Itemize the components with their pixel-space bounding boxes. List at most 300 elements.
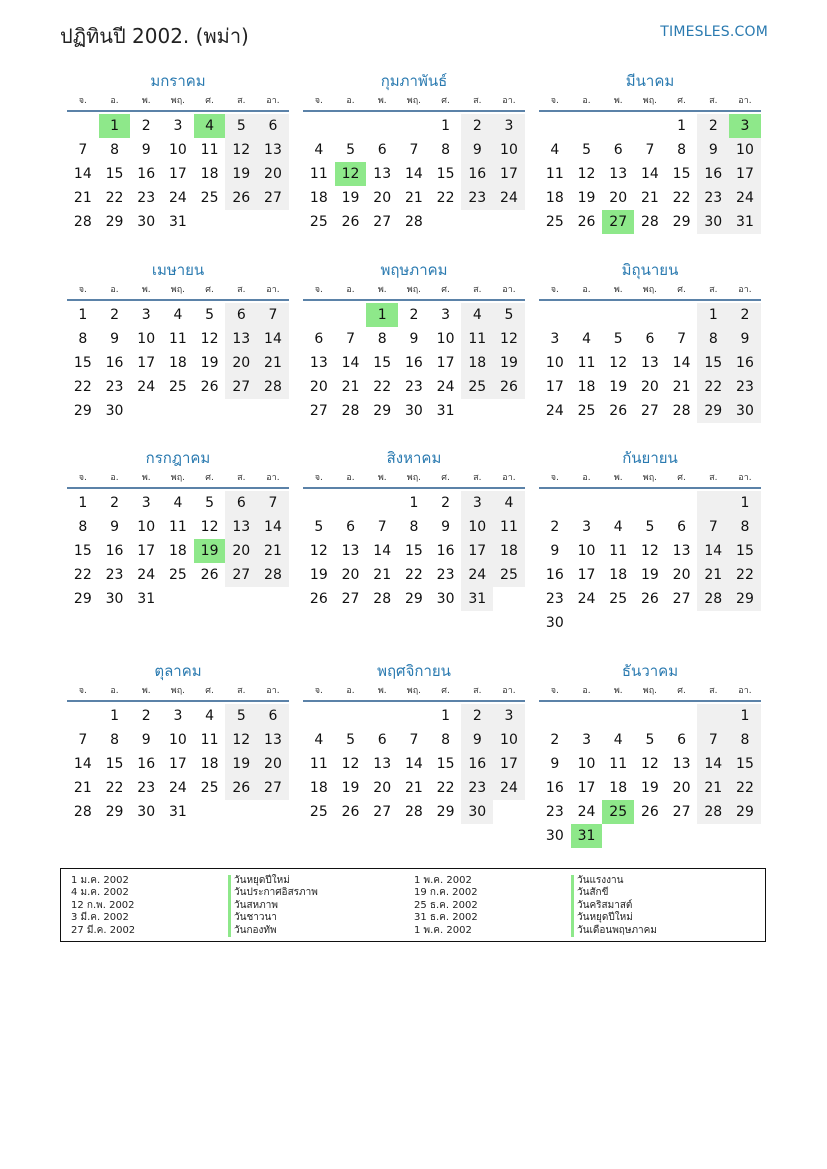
day-cell: 27 <box>602 210 634 234</box>
day-cell: 8 <box>729 515 761 539</box>
day-cell: 11 <box>309 756 328 772</box>
weekday-label: อา. <box>266 686 280 696</box>
day-cell: 15 <box>73 355 92 371</box>
day-cell: 5 <box>225 114 257 138</box>
day-cell: 2 <box>409 307 419 323</box>
empty-cell <box>303 303 335 327</box>
day-cell: 24 <box>577 804 596 820</box>
day-cell: 27 <box>341 591 360 607</box>
day-cell: 16 <box>545 780 564 796</box>
day-cell: 1 <box>697 303 729 327</box>
day-cell: 27 <box>640 403 659 419</box>
day-cell: 26 <box>200 567 219 583</box>
month-name: พฤศจิกายน <box>377 662 451 680</box>
day-cell: 1 <box>729 491 761 515</box>
day-cell: 11 <box>309 166 328 182</box>
day-cell: 28 <box>404 804 423 820</box>
day-cell: 27 <box>373 214 392 230</box>
empty-cell <box>571 303 603 327</box>
day-cell: 13 <box>257 728 289 752</box>
day-cell: 15 <box>373 355 392 371</box>
day-grid <box>67 704 289 824</box>
day-cell: 16 <box>436 543 455 559</box>
day-cell: 7 <box>409 142 419 158</box>
day-grid <box>539 704 761 848</box>
day-cell: 6 <box>677 732 687 748</box>
day-cell: 22 <box>729 563 761 587</box>
empty-cell <box>194 800 226 824</box>
weekday-label: พ. <box>613 96 623 106</box>
day-cell: 14 <box>404 756 423 772</box>
day-cell: 17 <box>577 567 596 583</box>
day-cell: 8 <box>110 732 119 748</box>
day-grid <box>539 491 761 635</box>
day-cell: 7 <box>346 331 355 347</box>
weekday-label: พ. <box>141 473 151 483</box>
day-cell: 24 <box>729 186 761 210</box>
day-cell: 17 <box>577 780 596 796</box>
day-cell: 29 <box>729 800 761 824</box>
day-cell: 5 <box>346 142 355 158</box>
day-cell: 14 <box>341 355 360 371</box>
empty-cell <box>666 491 698 515</box>
day-cell: 8 <box>441 732 451 748</box>
empty-cell <box>225 800 257 824</box>
weekday-label: พฤ. <box>170 96 186 106</box>
day-cell: 20 <box>373 190 392 206</box>
day-grid <box>539 114 761 234</box>
holiday-date: 1 พ.ค. 2002 <box>414 924 472 936</box>
holiday-date: 31 ธ.ค. 2002 <box>414 912 478 924</box>
day-cell: 18 <box>200 166 219 182</box>
empty-cell <box>303 491 335 515</box>
day-cell: 16 <box>461 752 493 776</box>
weekday-label: อ. <box>346 473 355 483</box>
day-cell: 31 <box>137 591 156 607</box>
day-cell: 25 <box>545 214 564 230</box>
day-cell: 29 <box>73 591 92 607</box>
day-cell: 12 <box>609 355 628 371</box>
weekday-label: ศ. <box>441 285 450 295</box>
day-cell: 24 <box>493 186 525 210</box>
month-name: กุมภาพันธ์ <box>380 72 448 90</box>
day-cell: 19 <box>194 539 226 563</box>
day-cell: 22 <box>105 190 124 206</box>
weekday-label: ส. <box>237 686 246 696</box>
month-name: สิงหาคม <box>386 449 442 467</box>
day-cell: 2 <box>729 303 761 327</box>
weekday-label: อา. <box>502 285 516 295</box>
day-cell: 3 <box>173 708 183 724</box>
day-grid <box>303 491 525 611</box>
month-block <box>67 447 289 611</box>
empty-cell <box>697 824 729 848</box>
weekday-label: ส. <box>237 285 246 295</box>
day-cell: 28 <box>640 214 659 230</box>
day-cell: 2 <box>441 495 451 511</box>
weekday-label: ศ. <box>441 686 450 696</box>
day-cell: 29 <box>436 804 455 820</box>
day-cell: 9 <box>729 327 761 351</box>
holiday-date: 1 ม.ค. 2002 <box>71 875 129 886</box>
day-grid <box>539 303 761 423</box>
day-cell: 21 <box>373 567 392 583</box>
day-cell: 9 <box>461 138 493 162</box>
empty-cell <box>335 704 367 728</box>
empty-cell <box>303 704 335 728</box>
weekday-label: พ. <box>141 285 151 295</box>
month-name: มกราคม <box>150 72 206 90</box>
day-cell: 10 <box>577 756 596 772</box>
day-cell: 12 <box>341 756 360 772</box>
day-cell: 2 <box>550 519 560 535</box>
empty-cell <box>67 704 99 728</box>
holiday-name: วันประกาศอิสรภาพ <box>228 887 318 899</box>
holiday-date: 1 พ.ค. 2002 <box>414 875 472 886</box>
brand-link[interactable]: TIMESLES.COM <box>660 24 768 40</box>
empty-cell <box>194 399 226 423</box>
day-cell: 21 <box>640 190 659 206</box>
weekday-label: ศ. <box>441 96 450 106</box>
weekday-label: พฤ. <box>642 686 658 696</box>
day-cell: 18 <box>168 543 187 559</box>
weekday-label: พฤ. <box>170 473 186 483</box>
day-cell: 2 <box>550 732 560 748</box>
day-cell: 9 <box>141 142 151 158</box>
holiday-name: วันแรงงาน <box>571 875 657 887</box>
weekday-label: จ. <box>78 285 87 295</box>
holiday-names-column-2 <box>571 875 657 937</box>
day-cell: 25 <box>168 379 187 395</box>
day-cell: 12 <box>200 331 219 347</box>
day-cell: 23 <box>729 375 761 399</box>
month-block <box>303 70 525 234</box>
day-cell: 18 <box>309 190 328 206</box>
day-cell: 7 <box>697 515 729 539</box>
month-block <box>303 660 525 824</box>
day-cell: 13 <box>225 327 257 351</box>
empty-cell <box>539 303 571 327</box>
empty-cell <box>666 704 698 728</box>
weekday-label: อ. <box>110 686 119 696</box>
day-cell: 20 <box>672 780 691 796</box>
day-cell: 9 <box>409 331 419 347</box>
weekday-label: ศ. <box>205 473 214 483</box>
day-cell: 3 <box>173 118 183 134</box>
empty-cell <box>366 491 398 515</box>
day-cell: 31 <box>436 403 455 419</box>
day-cell: 8 <box>377 331 387 347</box>
empty-cell <box>729 611 761 635</box>
weekday-label: จ. <box>314 473 323 483</box>
month-block <box>303 447 525 611</box>
weekday-label: ศ. <box>677 473 686 483</box>
weekday-label: ศ. <box>441 473 450 483</box>
day-cell: 11 <box>168 519 187 535</box>
month-block <box>539 447 761 635</box>
day-cell: 9 <box>550 543 560 559</box>
day-cell: 28 <box>697 587 729 611</box>
day-cell: 30 <box>436 591 455 607</box>
weekday-label: ส. <box>473 96 482 106</box>
day-cell: 8 <box>409 519 419 535</box>
day-cell: 2 <box>141 708 151 724</box>
day-cell: 13 <box>609 166 628 182</box>
day-cell: 26 <box>200 379 219 395</box>
day-cell: 19 <box>309 567 328 583</box>
day-cell: 2 <box>697 114 729 138</box>
day-cell: 26 <box>640 804 659 820</box>
empty-cell <box>697 491 729 515</box>
day-cell: 11 <box>200 142 219 158</box>
day-cell: 30 <box>545 828 564 844</box>
weekday-header <box>67 469 289 489</box>
day-cell: 11 <box>609 756 628 772</box>
weekday-label: พ. <box>377 96 387 106</box>
day-cell: 19 <box>225 162 257 186</box>
day-cell: 23 <box>137 780 156 796</box>
day-cell: 28 <box>341 403 360 419</box>
day-cell: 3 <box>493 704 525 728</box>
day-cell: 22 <box>436 780 455 796</box>
empty-cell <box>602 114 634 138</box>
day-cell: 24 <box>545 403 564 419</box>
weekday-label: พฤ. <box>406 285 422 295</box>
day-cell: 28 <box>404 214 423 230</box>
day-cell: 3 <box>493 114 525 138</box>
month-block <box>539 259 761 423</box>
day-cell: 20 <box>672 567 691 583</box>
day-cell: 4 <box>173 495 183 511</box>
day-cell: 28 <box>257 375 289 399</box>
empty-cell <box>602 303 634 327</box>
day-cell: 3 <box>141 307 151 323</box>
day-cell: 10 <box>545 355 564 371</box>
day-cell: 24 <box>461 563 493 587</box>
day-cell: 19 <box>200 355 219 371</box>
day-cell: 4 <box>205 708 215 724</box>
day-cell: 1 <box>78 495 88 511</box>
day-cell: 22 <box>373 379 392 395</box>
day-cell: 29 <box>105 214 124 230</box>
day-cell: 27 <box>309 403 328 419</box>
empty-cell <box>257 210 289 234</box>
day-cell: 16 <box>729 351 761 375</box>
day-cell: 16 <box>137 166 156 182</box>
empty-cell <box>461 210 493 234</box>
day-cell: 22 <box>105 780 124 796</box>
holiday-date: 27 มี.ค. 2002 <box>71 924 136 936</box>
weekday-label: อ. <box>110 285 119 295</box>
month-block <box>67 660 289 824</box>
holiday-dates-column-1 <box>71 875 135 937</box>
day-cell: 10 <box>436 331 455 347</box>
empty-cell <box>539 114 571 138</box>
day-cell: 20 <box>225 351 257 375</box>
empty-cell <box>666 303 698 327</box>
day-grid <box>303 114 525 234</box>
month-name: ธันวาคม <box>621 662 679 680</box>
day-cell: 25 <box>168 567 187 583</box>
day-cell: 19 <box>225 752 257 776</box>
day-cell: 18 <box>168 355 187 371</box>
day-cell: 24 <box>137 379 156 395</box>
day-cell: 27 <box>225 563 257 587</box>
day-cell: 3 <box>461 491 493 515</box>
day-cell: 7 <box>257 303 289 327</box>
day-cell: 14 <box>73 756 92 772</box>
day-cell: 11 <box>545 166 564 182</box>
day-cell: 29 <box>672 214 691 230</box>
day-cell: 15 <box>73 543 92 559</box>
day-cell: 8 <box>78 519 88 535</box>
day-cell: 20 <box>341 567 360 583</box>
day-cell: 26 <box>609 403 628 419</box>
month-block <box>303 259 525 423</box>
holiday-date: 25 ธ.ค. 2002 <box>414 899 478 911</box>
day-cell: 23 <box>105 567 124 583</box>
empty-cell <box>257 800 289 824</box>
empty-cell <box>335 303 367 327</box>
day-cell: 26 <box>341 214 360 230</box>
day-cell: 14 <box>373 543 392 559</box>
weekday-header <box>539 469 761 489</box>
day-cell: 12 <box>640 543 659 559</box>
holiday-name: วันสักขี <box>571 887 657 899</box>
day-cell: 16 <box>105 543 124 559</box>
day-cell: 10 <box>461 515 493 539</box>
weekday-label: อ. <box>346 285 355 295</box>
empty-cell <box>366 114 398 138</box>
weekday-label: อ. <box>346 96 355 106</box>
weekday-label: อ. <box>110 473 119 483</box>
day-cell: 21 <box>404 780 423 796</box>
empty-cell <box>225 587 257 611</box>
day-cell: 24 <box>168 190 187 206</box>
day-cell: 5 <box>645 732 655 748</box>
holiday-date: 4 ม.ค. 2002 <box>71 887 129 899</box>
day-cell: 29 <box>404 591 423 607</box>
weekday-label: ส. <box>473 473 482 483</box>
weekday-label: พ. <box>377 473 387 483</box>
day-cell: 7 <box>257 491 289 515</box>
day-cell: 20 <box>609 190 628 206</box>
holiday-date: 3 มี.ค. 2002 <box>71 912 129 924</box>
day-cell: 18 <box>309 780 328 796</box>
day-cell: 23 <box>137 190 156 206</box>
day-cell: 1 <box>441 118 451 134</box>
day-cell: 21 <box>341 379 360 395</box>
day-cell: 25 <box>602 800 634 824</box>
day-cell: 10 <box>168 142 187 158</box>
empty-cell <box>130 399 162 423</box>
empty-cell <box>493 587 525 611</box>
weekday-label: อา. <box>266 96 280 106</box>
day-cell: 17 <box>168 756 187 772</box>
day-cell: 1 <box>366 303 398 327</box>
day-cell: 11 <box>200 732 219 748</box>
empty-cell <box>194 587 226 611</box>
day-cell: 15 <box>105 756 124 772</box>
weekday-label: พ. <box>377 686 387 696</box>
day-cell: 22 <box>729 776 761 800</box>
day-cell: 5 <box>582 142 591 158</box>
weekday-label: พฤ. <box>170 686 186 696</box>
weekday-label: ศ. <box>677 686 686 696</box>
day-cell: 1 <box>78 307 88 323</box>
day-cell: 18 <box>545 190 564 206</box>
day-cell: 2 <box>461 704 493 728</box>
day-cell: 16 <box>461 162 493 186</box>
day-cell: 6 <box>677 519 687 535</box>
day-cell: 10 <box>137 519 156 535</box>
empty-cell <box>634 704 666 728</box>
day-cell: 12 <box>225 728 257 752</box>
holiday-name: วันหยุดปีใหม่ <box>228 875 318 887</box>
weekday-label: อา. <box>738 473 752 483</box>
day-cell: 3 <box>441 307 451 323</box>
day-cell: 16 <box>137 756 156 772</box>
day-cell: 24 <box>577 591 596 607</box>
weekday-label: จ. <box>314 285 323 295</box>
day-cell: 4 <box>582 331 591 347</box>
empty-cell <box>539 491 571 515</box>
weekday-label: ศ. <box>677 96 686 106</box>
empty-cell <box>602 824 634 848</box>
day-cell: 21 <box>697 776 729 800</box>
day-cell: 22 <box>672 190 691 206</box>
month-name: มีนาคม <box>625 72 675 90</box>
day-cell: 19 <box>341 780 360 796</box>
empty-cell <box>602 491 634 515</box>
empty-cell <box>335 114 367 138</box>
day-cell: 8 <box>78 331 88 347</box>
day-cell: 13 <box>309 355 328 371</box>
day-cell: 18 <box>609 567 628 583</box>
day-cell: 31 <box>168 804 187 820</box>
day-cell: 7 <box>645 142 655 158</box>
day-cell: 18 <box>461 351 493 375</box>
weekday-label: พ. <box>613 473 623 483</box>
weekday-label: อ. <box>582 96 591 106</box>
day-cell: 5 <box>225 704 257 728</box>
day-cell: 9 <box>110 331 119 347</box>
day-cell: 30 <box>137 214 156 230</box>
weekday-label: พ. <box>613 686 623 696</box>
day-cell: 2 <box>110 495 119 511</box>
empty-cell <box>697 611 729 635</box>
day-grid <box>67 114 289 234</box>
empty-cell <box>634 491 666 515</box>
day-cell: 26 <box>225 776 257 800</box>
day-cell: 11 <box>493 515 525 539</box>
day-cell: 19 <box>609 379 628 395</box>
month-name: ตุลาคม <box>154 662 202 680</box>
empty-cell <box>493 800 525 824</box>
day-cell: 27 <box>257 776 289 800</box>
day-cell: 12 <box>577 166 596 182</box>
weekday-label: จ. <box>550 473 559 483</box>
day-cell: 20 <box>309 379 328 395</box>
empty-cell <box>225 399 257 423</box>
weekday-label: พฤ. <box>170 285 186 295</box>
weekday-label: อา. <box>502 96 516 106</box>
day-cell: 6 <box>377 142 387 158</box>
empty-cell <box>430 210 462 234</box>
day-cell: 6 <box>613 142 623 158</box>
day-cell: 13 <box>257 138 289 162</box>
day-cell: 28 <box>697 800 729 824</box>
